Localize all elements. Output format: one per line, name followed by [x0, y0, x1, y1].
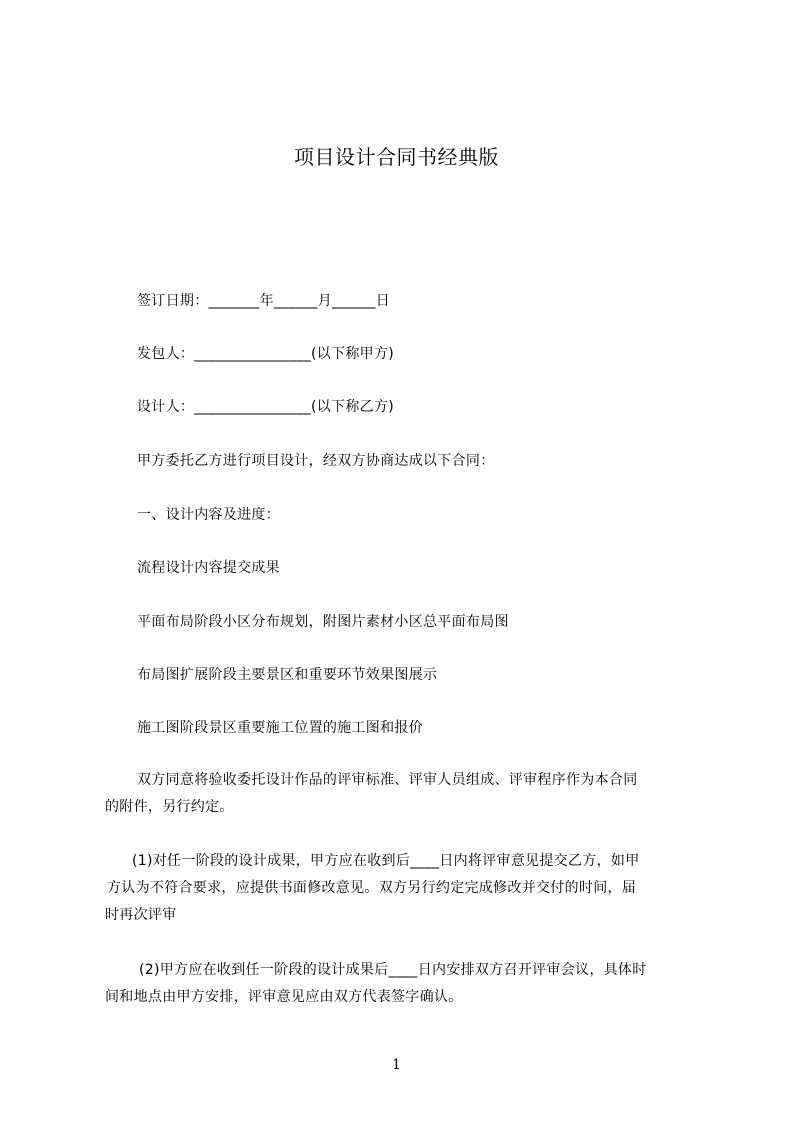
clause-1-line-1: (1)对任一阶段的设计成果，甲方应在收到后____日内将评审意见提交乙方，如甲: [132, 853, 640, 869]
sign-date-line: 签订日期：_______年______月______日: [137, 293, 391, 309]
acceptance-line-2: 的附件，另行约定。: [105, 799, 234, 815]
clause-1-line-2: 方认为不符合要求，应提供书面修改意见。双方另行约定完成修改并交付的时间，届: [107, 880, 637, 896]
preamble-line: 甲方委托乙方进行项目设计，经双方协商达成以下合同：: [137, 453, 495, 469]
clause-2-line-2: 间和地点由甲方安排，评审意见应由双方代表签字确认。: [105, 989, 463, 1005]
section-heading: 一、设计内容及进度：: [137, 507, 280, 523]
table-header-line: 流程设计内容提交成果: [137, 560, 280, 576]
stage-line-extension: 布局图扩展阶段主要景区和重要环节效果图展示: [137, 667, 438, 683]
clause-2-paragraph: [105, 960, 717, 1014]
stage-line-layout: 平面布局阶段小区分布规划，附图片素材小区总平面布局图: [137, 614, 509, 630]
stage-line-construction: 施工图阶段景区重要施工位置的施工图和报价: [137, 720, 423, 736]
acceptance-paragraph: [105, 770, 717, 824]
clause-2-line-1: (2)甲方应在收到任一阶段的设计成果后____日内安排双方召开评审会议，具体时: [139, 962, 647, 978]
clause-1-line-3: 时再次评审: [105, 907, 177, 923]
party-a-line: 发包人：________________(以下称甲方): [137, 346, 395, 362]
party-b-line: 设计人：________________(以下称乙方): [137, 399, 395, 415]
document-title: 项目设计合同书经典版: [294, 145, 499, 169]
acceptance-line-1: 双方同意将验收委托设计作品的评审标准、评审人员组成、评审程序作为本合同: [137, 772, 638, 788]
clause-1-paragraph: [105, 851, 717, 932]
page-number: 1: [392, 1057, 401, 1073]
